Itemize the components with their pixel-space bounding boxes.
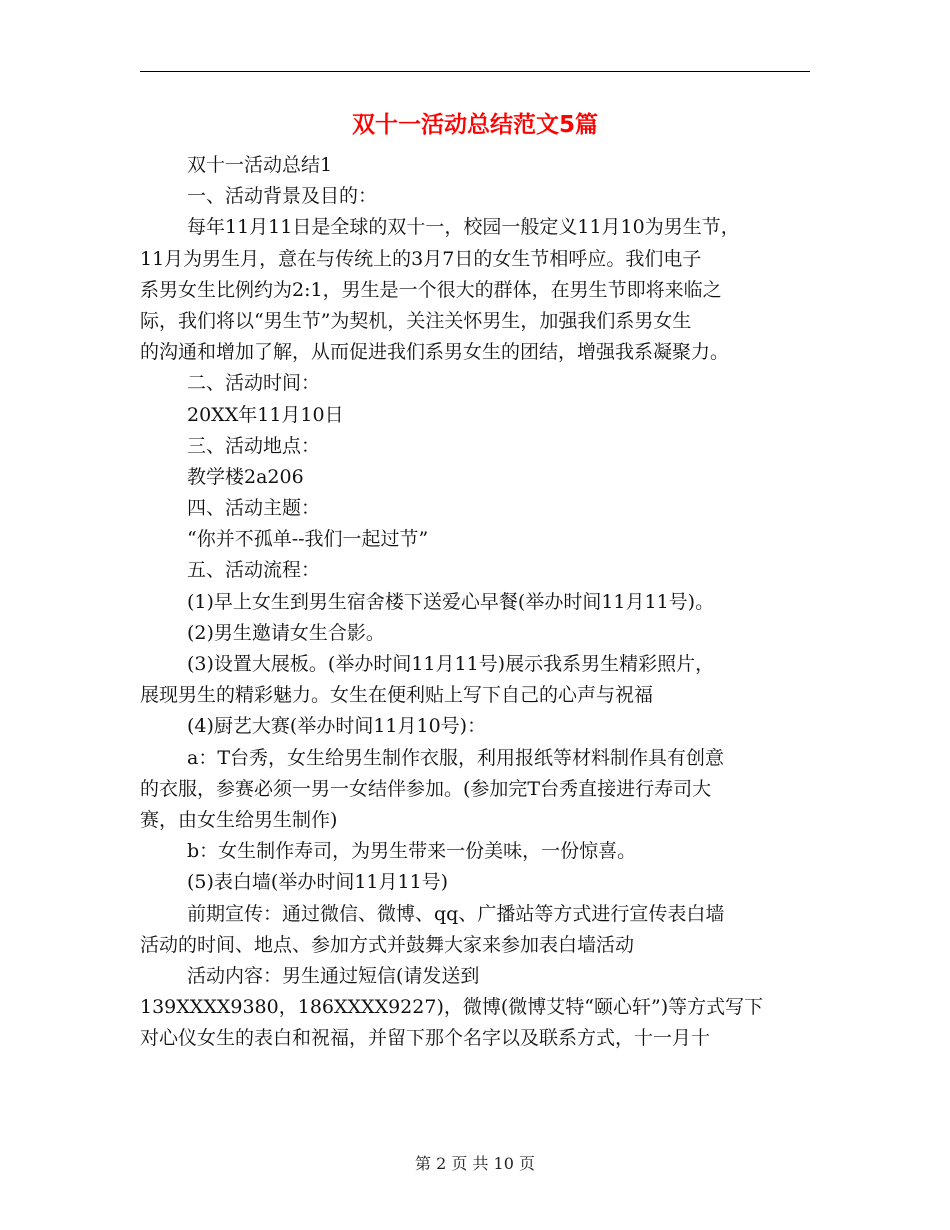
paragraph-line: 活动的时间、地点、参加方式并鼓舞大家来参加表白墙活动 [140, 933, 635, 956]
paragraph-line: 赛，由女生给男生制作) [140, 808, 338, 831]
subheading: 五、活动流程： [187, 559, 321, 582]
paragraph-line: 系男女生比例约为2:1，男生是一个很大的群体，在男生节即将来临之 [140, 278, 722, 301]
paragraph-line: 11月为男生月，意在与传统上的3月7日的女生节相呼应。我们电子 [140, 247, 702, 270]
header-rule [140, 71, 810, 72]
paragraph-line: 展现男生的精彩魅力。女生在便利贴上写下自己的心声与祝福 [140, 684, 654, 707]
paragraph-line: 活动内容：男生通过短信(请发送到 [187, 964, 480, 987]
document-body [140, 150, 810, 1054]
paragraph-line: 对心仪女生的表白和祝福，并留下那个名字以及联系方式，十一月十 [140, 1027, 711, 1050]
list-item: (3)设置大展板。(举办时间11月11号)展示我系男生精彩照片， [187, 653, 715, 675]
paragraph-line: 的沟通和增加了解，从而促进我们系男女生的团结，增强我系凝聚力。 [140, 341, 730, 364]
list-item: (1)早上女生到男生宿舍楼下送爱心早餐(举办时间11月11号)。 [187, 590, 715, 613]
page-number: 第 2 页 共 10 页 [415, 1154, 535, 1173]
subheading: 四、活动主题： [187, 497, 321, 520]
paragraph-line: a：T台秀，女生给男生制作衣服，利用报纸等材料制作具有创意 [187, 746, 725, 769]
section-heading: 双十一活动总结1 [187, 154, 333, 176]
paragraph-line: 139XXXX9380，186XXXX9227)，微博(微博艾特“颐心轩”)等方式写下 [140, 996, 764, 1019]
list-item: (4)厨艺大赛(举办时间11月10号)： [187, 715, 487, 738]
list-item: (5)表白墙(举办时间11月11号) [187, 871, 449, 894]
paragraph-line: 教学楼2a206 [187, 465, 304, 488]
list-item: (2)男生邀请女生合影。 [187, 621, 385, 644]
paragraph-line: “你并不孤单--我们一起过节” [187, 528, 429, 551]
subheading: 一、活动背景及目的： [187, 185, 378, 208]
document-title: 双十一活动总结范文5篇 [351, 112, 598, 138]
subheading: 三、活动地点： [187, 434, 321, 457]
paragraph-line: 前期宣传：通过微信、微博、qq、广播站等方式进行宣传表白墙 [187, 902, 725, 925]
paragraph-line: b：女生制作寿司，为男生带来一份美味，一份惊喜。 [187, 840, 637, 863]
paragraph-line: 的衣服，参赛必须一男一女结伴参加。(参加完T台秀直接进行寿司大 [140, 777, 712, 800]
paragraph-line: 际，我们将以“男生节”为契机，关注关怀男生，加强我们系男女生 [140, 309, 692, 332]
subheading: 二、活动时间： [187, 372, 321, 395]
paragraph-line: 20XX年11月10日 [187, 403, 344, 426]
paragraph-line: 每年11月11日是全球的双十一，校园一般定义11月10为男生节， [187, 216, 740, 239]
